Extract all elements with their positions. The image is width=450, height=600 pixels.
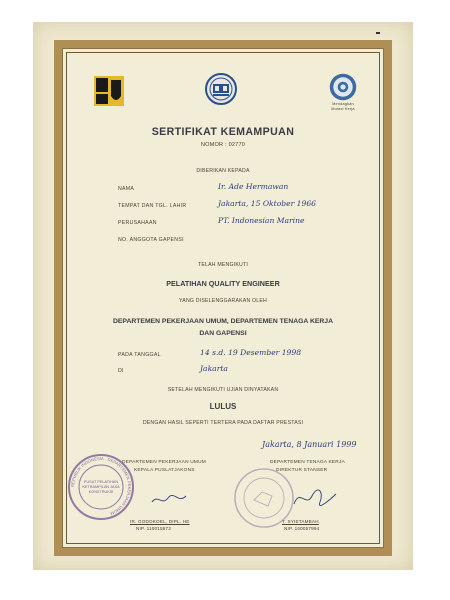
signature-left [150,490,190,508]
gapensi-logo-icon [204,72,238,106]
stamp-center-line-1: PUSAT PELATIHAN [83,480,119,484]
stamp-center-line-2: KETRAMPILAN JASA [82,485,120,489]
field-value-nama: Ir. Ade Hermawan [218,182,289,191]
seal-caption [320,102,366,111]
sign-right-position: DIREKTUR STANSER [276,468,328,473]
stamp-arc-text: REPUBLIK INDONESIA · DEPARTEMEN PEKERJAAN UMUM [69,455,133,517]
signature-right [290,486,338,510]
training-name: PELATIHAN QUALITY ENGINEER [166,279,280,288]
seal-logo-icon [328,72,358,102]
pada-tanggal-value: 14 s.d. 19 Desember 1998 [200,348,302,357]
di-label: DI [118,368,124,374]
corner-mark [376,32,380,34]
field-label-no-anggota: NO. ANGGOTA GAPENSI [118,237,184,243]
setelah-ujian: SETELAH MENGIKUTI UJIAN DINYATAKAN [167,387,279,393]
field-value-perusahaan: PT. Indonesian Marine [218,216,305,225]
organizer-line-1: DEPARTEMEN PEKERJAAN UMUM, DEPARTEMEN TENAGA KERJA [112,318,334,325]
seal-caption-line-2: Mutasi Kerja [331,106,355,111]
diselenggarakan-oleh: YANG DISELENGGARAKAN OLEH [179,298,267,304]
telah-mengikuti: TELAH MENGIKUTI [198,262,248,268]
pada-tanggal-label: PADA TANGGAL [118,352,161,358]
official-stamp-left [66,452,136,522]
organizer-line-2: DAN GAPENSI [199,330,247,337]
di-value: Jakarta [200,364,228,373]
result-lulus: LULUS [209,402,237,411]
diberikan-kepada: DIBERIKAN KEPADA [196,168,250,174]
pu-logo-icon [92,74,126,108]
dengan-hasil: DENGAN HASIL SEPERTI TERTERA PADA DAFTAR PRESTASI [142,420,304,426]
stamp-center-line-3: KONSTRUKSI [88,490,114,494]
sign-right-nip: NIP. 160057994 [284,526,320,531]
official-stamp-right [232,466,296,530]
place-date: Jakarta, 8 Januari 1999 [262,440,357,449]
sign-left-dept: DEPARTEMEN PEKERJAAN UMUM [122,460,206,465]
sign-right-dept: DEPARTEMEN TENAGA KERJA [270,460,345,465]
sign-left-nip: NIP. 110015672 [136,526,172,531]
field-label-perusahaan: PERUSAHAAN [118,220,157,226]
field-label-tempat-tgl-lahir: TEMPAT DAN TGL. LAHIR [118,203,187,209]
certificate-title: SERTIFIKAT KEMAMPUAN [151,126,295,138]
sign-left-name: IR. GODOKOEL, DIPL. HE [130,519,190,524]
field-value-tempat-tgl-lahir: Jakarta, 15 Oktober 1966 [218,199,316,208]
sign-right-name: T. SYIETAMBAH [282,519,319,524]
seal-caption-line-1: Mendagkan [332,102,354,106]
field-label-nama: NAMA [118,186,135,192]
sign-left-position: KEPALA PUSLATJAKONS [134,468,195,473]
certificate-number: NOMOR : 02770 [200,142,246,148]
